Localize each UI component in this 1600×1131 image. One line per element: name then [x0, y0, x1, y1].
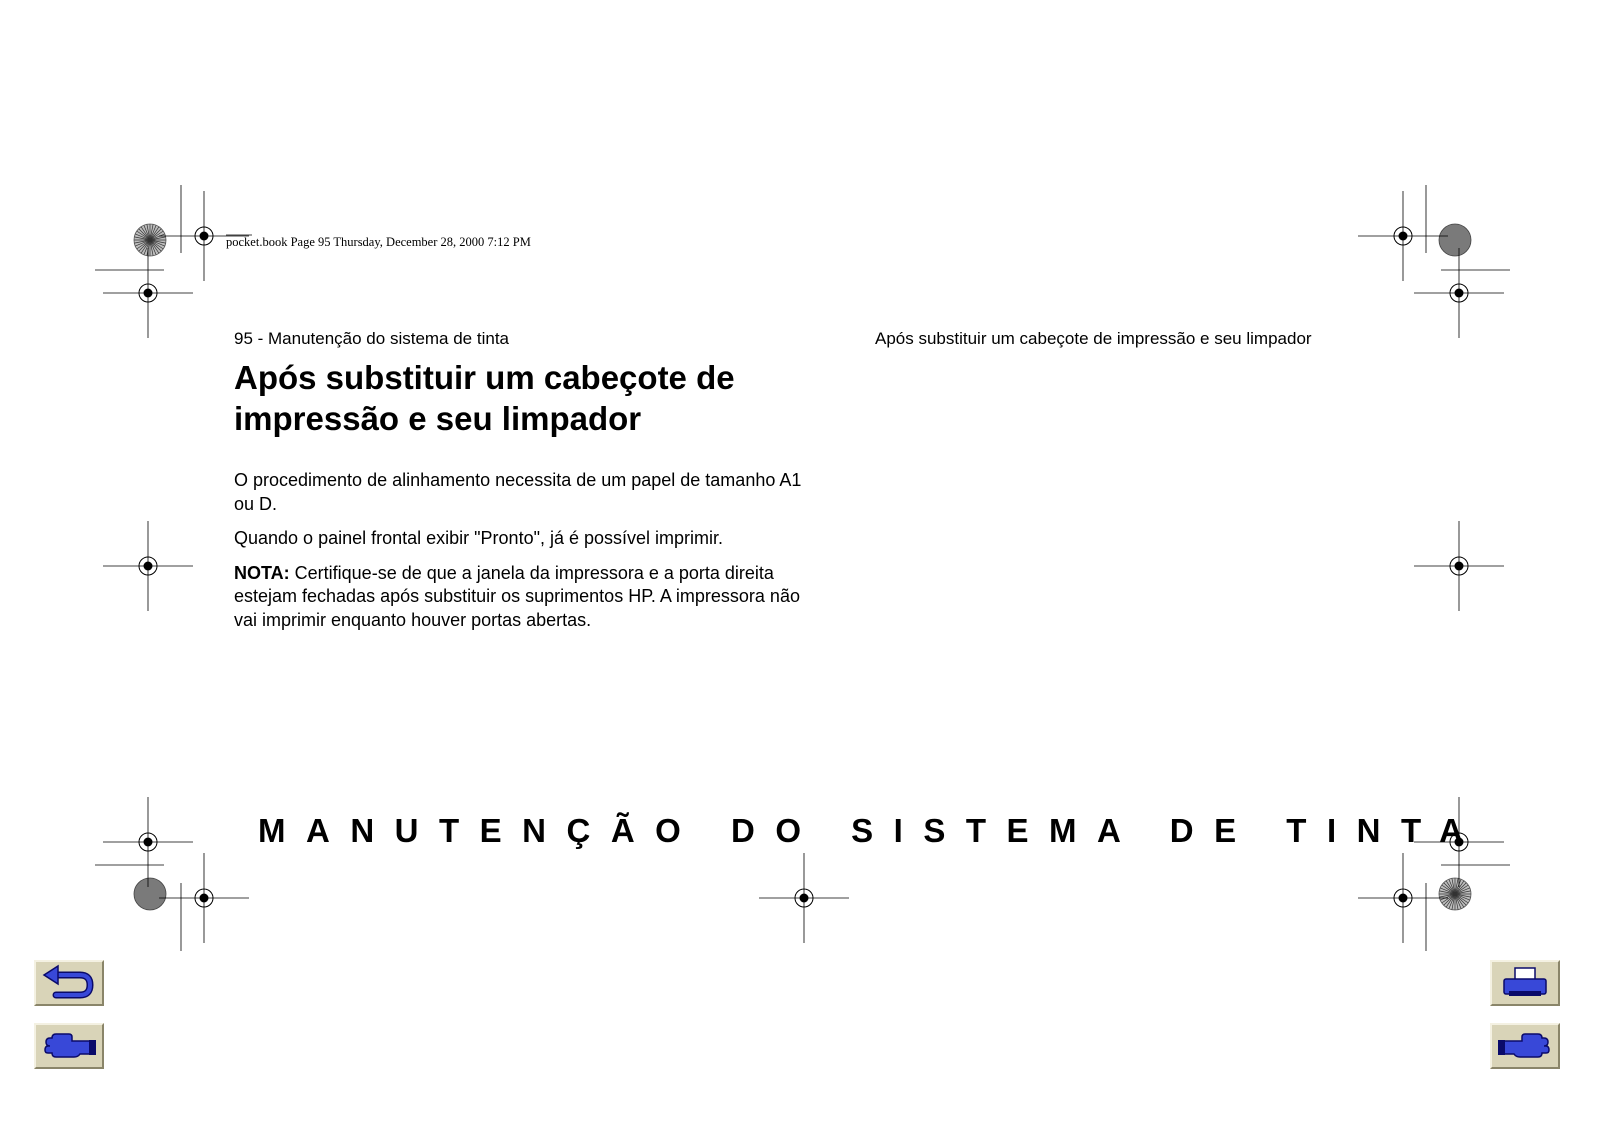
hand-pointing-right-icon [36, 1025, 102, 1067]
previous-page-button[interactable] [34, 1023, 104, 1069]
page-title-line2: impressão e seu limpador [234, 400, 642, 437]
note-label: NOTA: [234, 562, 290, 583]
running-header-left: 95 - Manutenção do sistema de tinta [234, 329, 509, 348]
body-text [234, 469, 814, 643]
print-slug: pocket.book Page 95 Thursday, December 28, 2000 7:12 PM [226, 235, 531, 249]
page-title [234, 357, 854, 439]
hand-pointing-right-icon [1492, 1025, 1558, 1067]
paragraph-ready: Quando o painel frontal exibir "Pronto", já é possível imprimir. [234, 528, 724, 548]
chapter-banner: MANUTENÇÃO DO SISTEMA DE TINTA [258, 812, 1484, 849]
page-title-line1: Após substituir um cabeçote de [234, 359, 735, 396]
note-paragraph [234, 562, 814, 633]
running-header-right: Após substituir um cabeçote de impressão e seu limpador [875, 329, 1312, 348]
next-page-button[interactable] [1490, 1023, 1560, 1069]
printer-icon [1492, 962, 1558, 1004]
back-button[interactable] [34, 960, 104, 1006]
back-arrow-icon [36, 962, 102, 1004]
print-button[interactable] [1490, 960, 1560, 1006]
paragraph-paper-size: O procedimento de alinhamento necessita de um papel de tamanho A1 ou D. [234, 470, 802, 514]
note-text: Certifique-se de que a janela da impressora e a porta direita estejam fechadas após substituir os suprimentos HP. A impressora não vai imprimir enquanto houver portas abertas. [234, 562, 800, 630]
